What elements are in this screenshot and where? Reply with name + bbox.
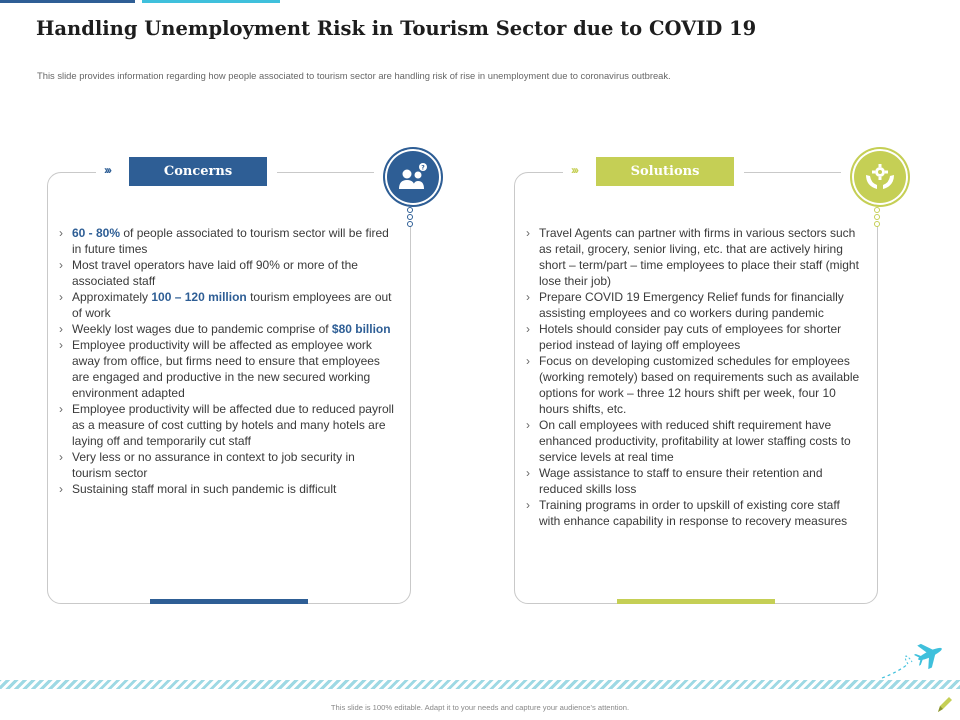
solutions-header: Solutions: [596, 157, 734, 186]
top-accent-bar-blue: [0, 0, 135, 3]
people-question-icon: [383, 147, 443, 207]
list-item: › Focus on developing customized schedules for employees (working remotely) based on requirements such as available options for work – three 12 hours shift per week, four 10 hours shifts, etc.: [525, 353, 861, 417]
list-item: › Employee productivity will be affected due to reduced payroll as a measure of cost cutting by hotels and many hotels are laying off and temporarily cut staff: [58, 401, 394, 449]
list-item: › Wage assistance to staff to ensure their retention and reduced skills loss: [525, 465, 861, 497]
airplane-icon: [878, 634, 948, 680]
concerns-chevrons-icon: ›››: [104, 163, 110, 177]
list-item: › Very less or no assurance in context to job security in tourism sector: [58, 449, 394, 481]
list-item: › Training programs in order to upskill of existing core staff with enhance capability in response to recovery measures: [525, 497, 861, 529]
solutions-list: [525, 225, 861, 529]
page-footer: This slide is 100% editable. Adapt it to your needs and capture your audience's attention.: [330, 703, 630, 712]
solutions-bottom-accent: [617, 599, 775, 604]
edit-pen-icon: [934, 695, 954, 715]
list-item: › Prepare COVID 19 Emergency Relief funds for financially assisting employees and co workers during pandemic: [525, 289, 861, 321]
svg-text:?: ?: [421, 164, 425, 172]
list-item: › Approximately 100 – 120 million tourism employees are out of work: [58, 289, 394, 321]
page-subtitle: This slide provides information regarding how people associated to tourism sector are handling risk of rise in unemployment due to coronavirus outbreak.: [37, 70, 671, 81]
list-item: › Travel Agents can partner with firms in various sectors such as retail, grocery, senior living, etc. that are actively hiring short – term/part – time employees to place their staff (might lose their job): [525, 225, 861, 289]
concerns-list: [58, 225, 394, 497]
hands-gear-icon: [850, 147, 910, 207]
concerns-bottom-accent: [150, 599, 308, 604]
page-title: Handling Unemployment Risk in Tourism Sector due to COVID 19: [36, 17, 757, 40]
list-item: › Sustaining staff moral in such pandemic is difficult: [58, 481, 394, 497]
list-item: › Employee productivity will be affected as employee work away from office, but firms need to ensure that employees are engaged and productive in the new secured working environment adapted: [58, 337, 394, 401]
list-item: › Hotels should consider pay cuts of employees for shorter period instead of laying off employees: [525, 321, 861, 353]
concerns-header: Concerns: [129, 157, 267, 186]
list-item: › Weekly lost wages due to pandemic comprise of $80 billion: [58, 321, 394, 337]
solutions-chevrons-icon: ›››: [571, 163, 577, 177]
concerns-chain: [407, 207, 413, 227]
list-item: › Most travel operators have laid off 90% or more of the associated staff: [58, 257, 394, 289]
list-item: › On call employees with reduced shift requirement have enhanced productivity, profitability at lower staffing costs to service levels at real time: [525, 417, 861, 465]
top-accent-bar-cyan: [142, 0, 280, 3]
list-item: › 60 - 80% of people associated to tourism sector will be fired in future times: [58, 225, 394, 257]
solutions-chain: [874, 207, 880, 227]
diagonal-stripe-band: [0, 680, 960, 689]
